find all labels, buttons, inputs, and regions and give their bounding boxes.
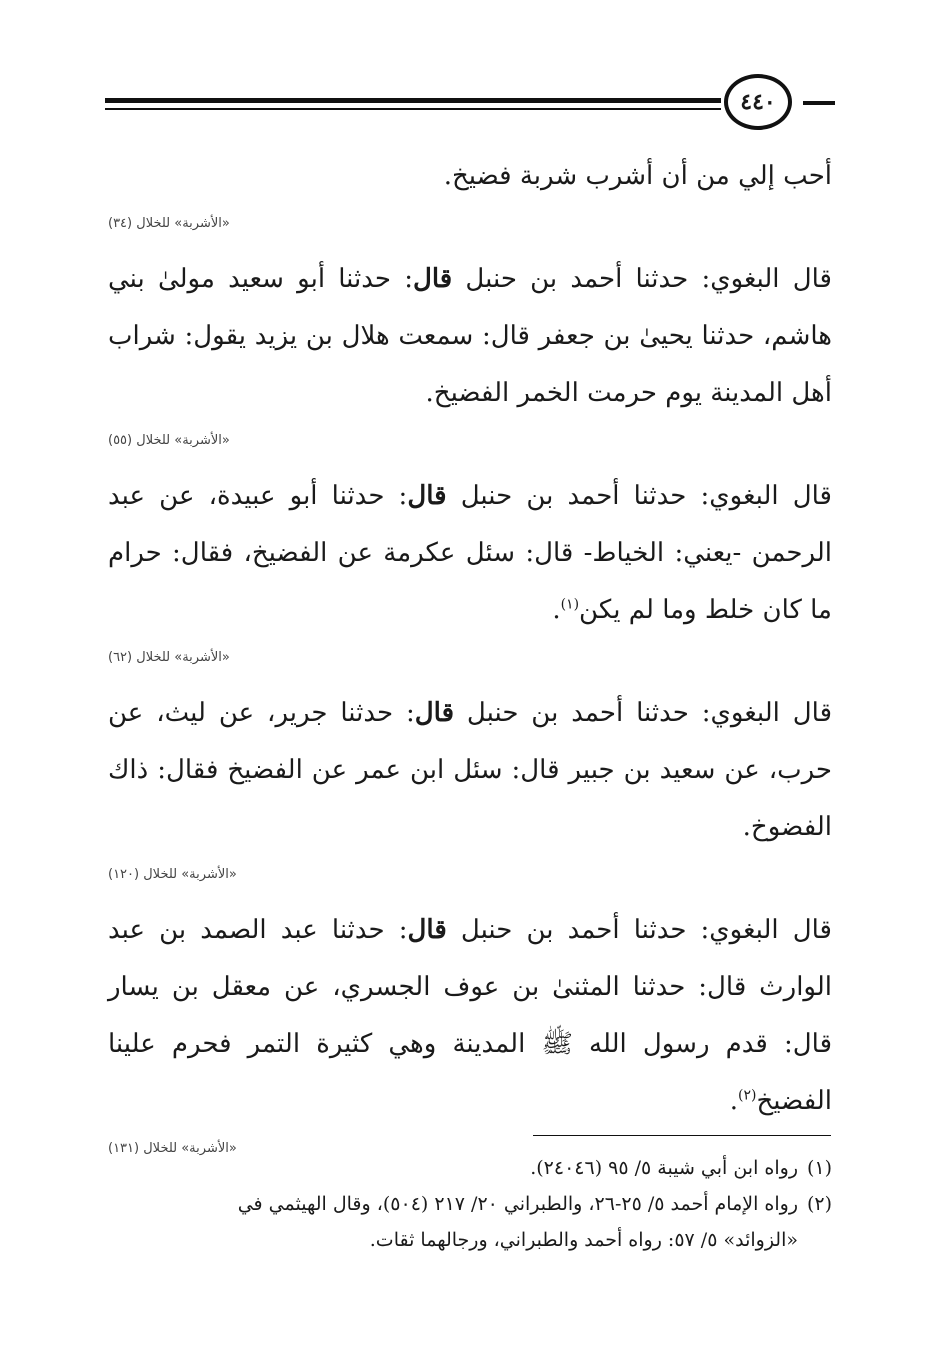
- footnote: [108, 1150, 832, 1186]
- citation: «الأشربة» للخلال (٣٤): [108, 216, 230, 231]
- narration-text: قال البغوي: حدثنا أحمد بن حنبل: [452, 264, 832, 294]
- footnote: [108, 1186, 832, 1222]
- narration-paragraph: [108, 685, 832, 856]
- qal-word: قال: [407, 915, 447, 945]
- narration-text: : حدثنا عبد الصمد بن عبد الوارث قال: حدثنا المثنىٰ بن عوف الجسري، عن معقل بن يسار قال: قدم رسول الله ﷺ المدينة وهي كثيرة التمر فحرم علينا الفضيخ: [108, 915, 832, 1116]
- intro-line: أحب إلي من أن أشرب شربة فضيخ.: [443, 161, 832, 191]
- qal-word: قال: [414, 698, 455, 728]
- footnote-number: (٢): [806, 1193, 832, 1215]
- narration-text: قال البغوي: حدثنا أحمد بن حنبل: [454, 698, 833, 728]
- footnote-text: رواه ابن أبي شيبة ٥/ ٩٥ (٢٤٠٤٦).: [530, 1157, 798, 1179]
- main-text: [108, 148, 832, 1176]
- narration-paragraph: [108, 251, 832, 422]
- header-rule-thick: [105, 98, 721, 103]
- narration-text: قال البغوي: حدثنا أحمد بن حنبل: [446, 481, 832, 511]
- narration-paragraph: [108, 902, 832, 1130]
- footnote-marker[interactable]: (١): [560, 596, 580, 613]
- citation: «الأشربة» للخلال (١٢٠): [108, 867, 237, 882]
- header-rule-thin: [105, 108, 721, 110]
- citation: «الأشربة» للخلال (٥٥): [108, 433, 230, 448]
- citation: «الأشربة» للخلال (١٣١): [108, 1141, 237, 1156]
- page-number: ٤٤٠: [724, 74, 792, 130]
- footnote-number: (١): [806, 1157, 832, 1179]
- narration-text: : حدثنا جرير، عن ليث، عن حرب، عن سعيد بن جبير قال: سئل ابن عمر عن الفضيخ فقال: ذاك الفضوخ.: [108, 698, 832, 842]
- narration-text: : حدثنا أبو عبيدة، عن عبد الرحمن -يعني: الخياط- قال: سئل عكرمة عن الفضيخ، فقال: حرام ما كان خلط وما لم يكن: [108, 481, 832, 625]
- footnotes: [108, 1150, 832, 1258]
- footnote-marker[interactable]: (٢): [738, 1087, 757, 1104]
- narration-end: .: [552, 595, 561, 625]
- footnote-divider: [533, 1135, 831, 1136]
- footnote-text: رواه الإمام أحمد ٥/ ٢٥-٢٦، والطبراني ٢٠/ ٢١٧ (٥٠٤)، وقال الهيثمي في: [237, 1193, 798, 1215]
- qal-word: قال: [412, 264, 453, 294]
- page-header: [105, 68, 835, 138]
- narration-text: : حدثنا أبو سعيد مولىٰ بني هاشم، حدثنا يحيىٰ بن جعفر قال: سمعت هلال بن يزيد يقول: شراب أهل المدينة يوم حرمت الخمر الفضيخ.: [108, 264, 832, 408]
- narration-paragraph: [108, 468, 832, 639]
- citation: «الأشربة» للخلال (٦٢): [108, 650, 230, 665]
- narration-end: .: [729, 1086, 739, 1116]
- header-rule-right: [803, 101, 835, 105]
- narration-text: قال البغوي: حدثنا أحمد بن حنبل: [446, 915, 832, 945]
- footnote-continuation: «الزوائد» ٥/ ٥٧: رواه أحمد والطبراني، ورجالهما ثقات.: [369, 1229, 798, 1251]
- qal-word: قال: [407, 481, 447, 511]
